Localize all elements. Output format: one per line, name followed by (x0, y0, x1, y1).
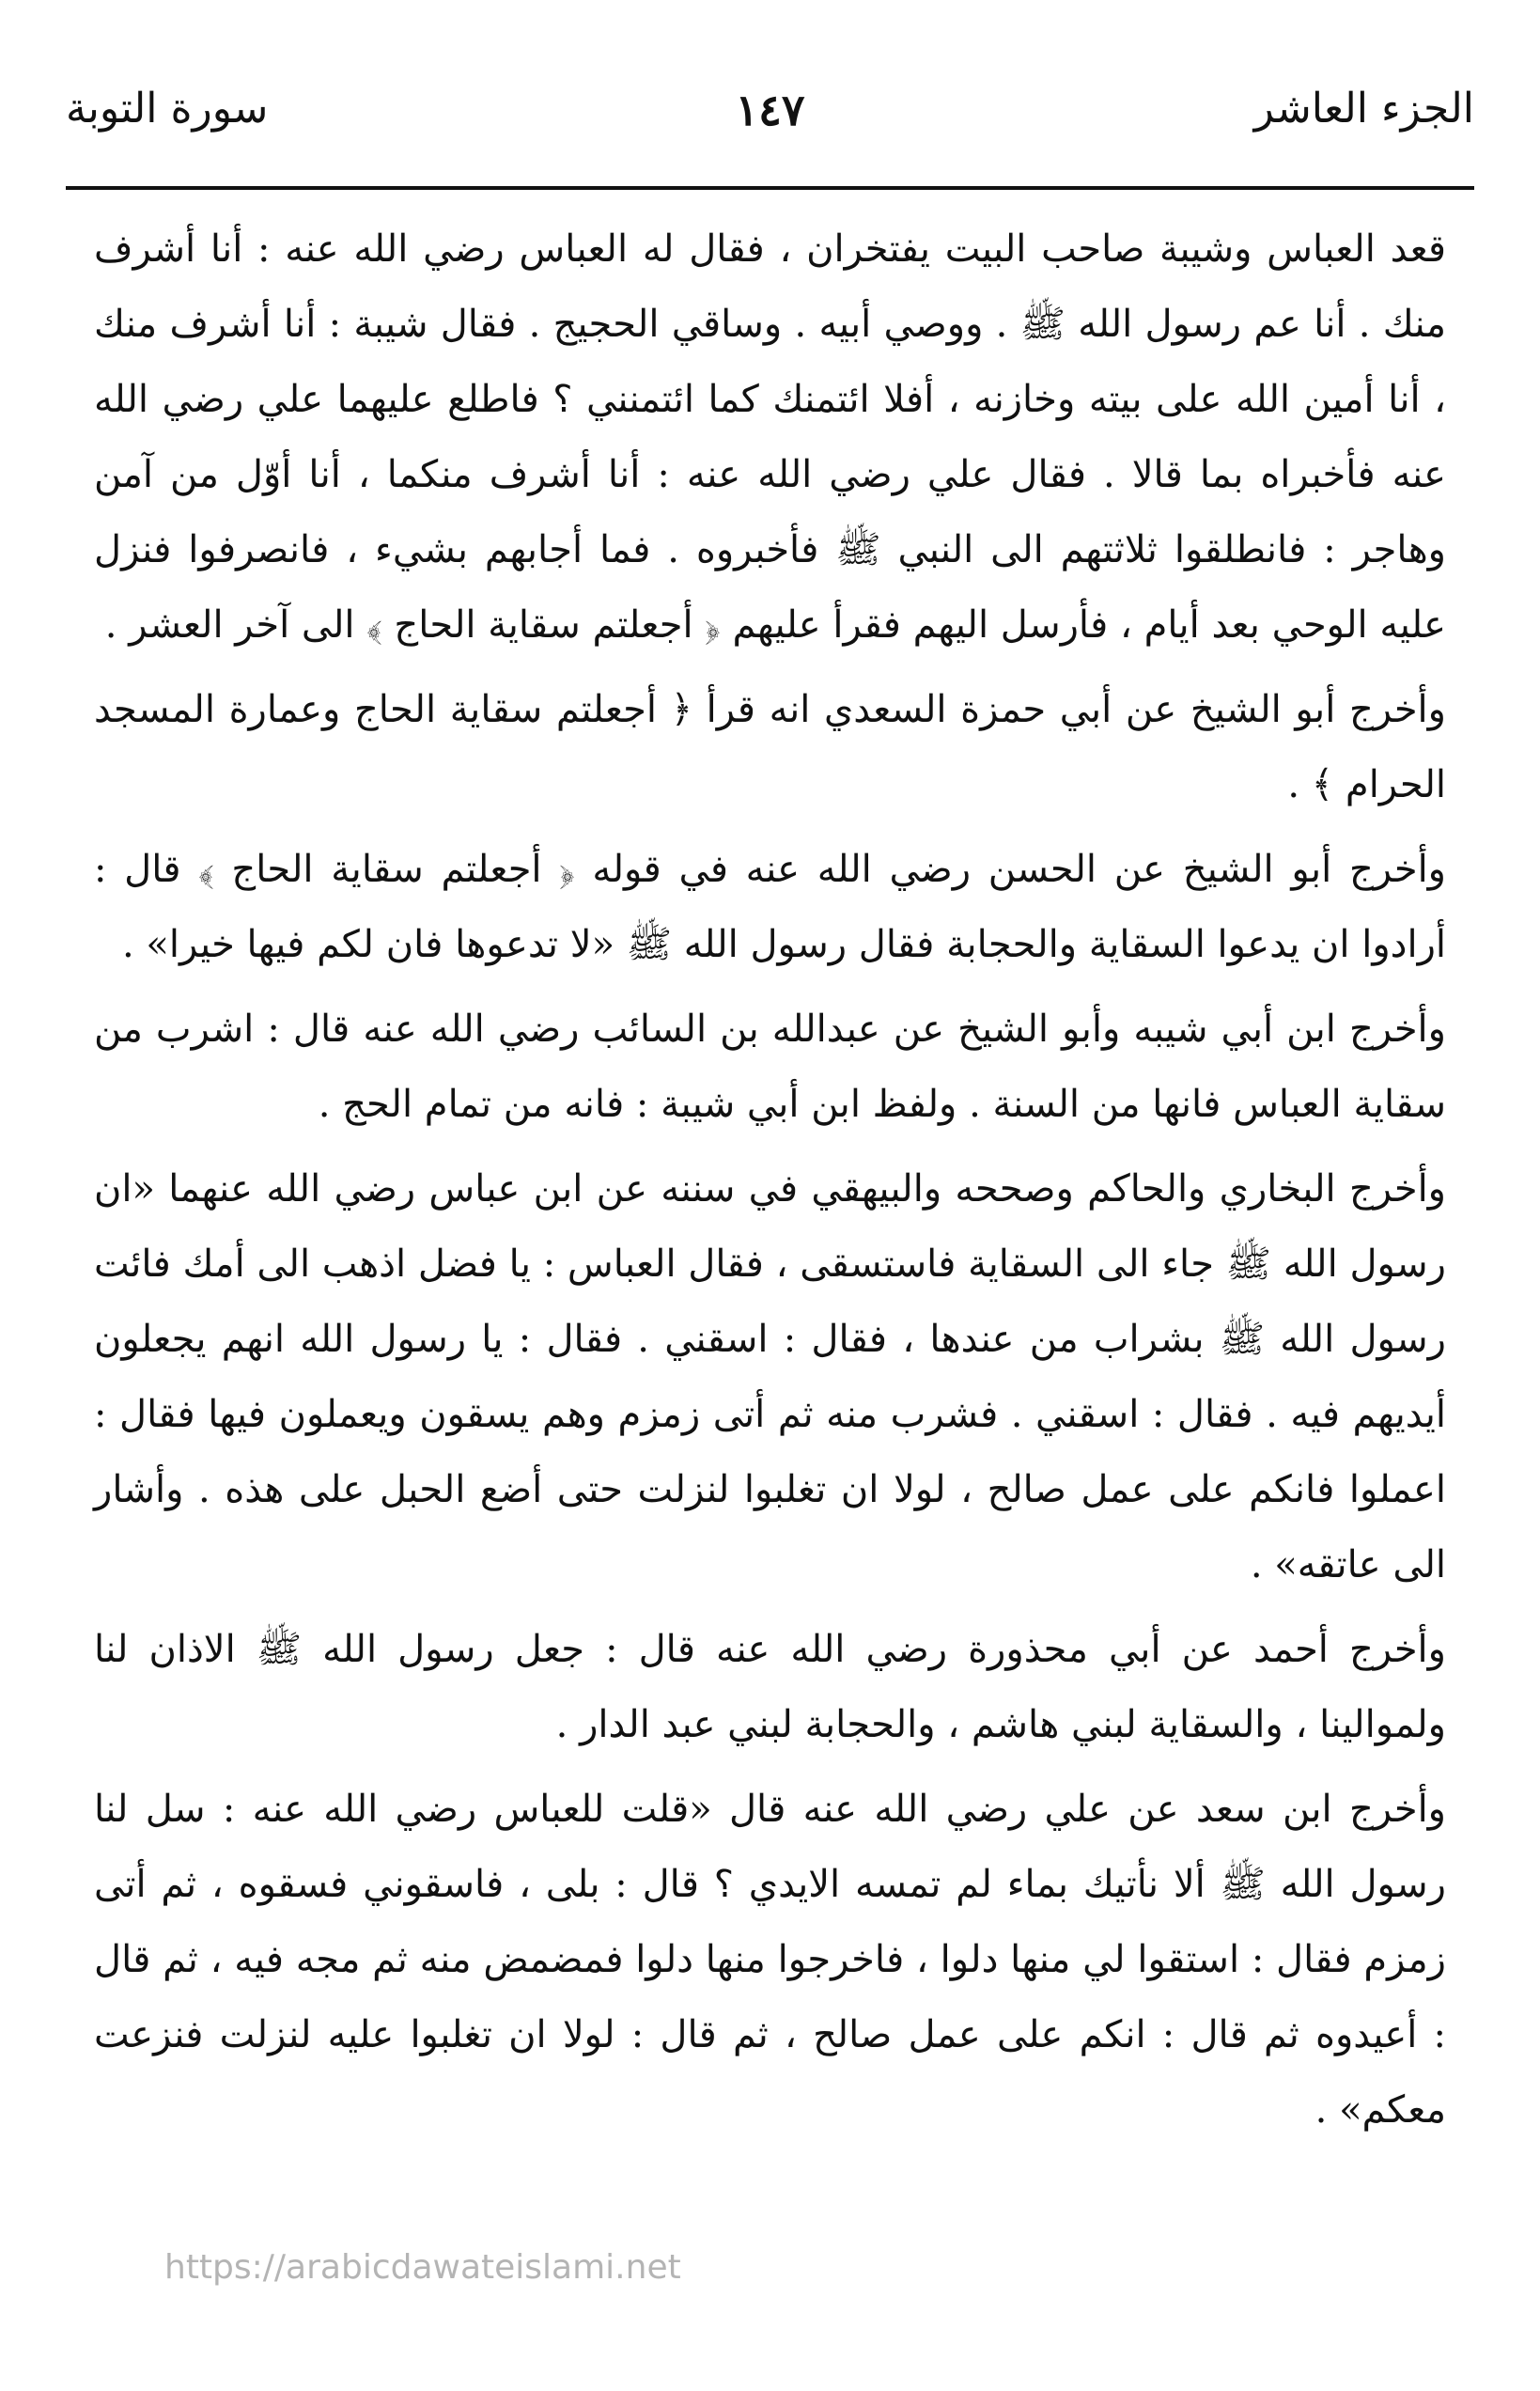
part-title: الجزء العاشر (1253, 85, 1474, 133)
paragraph-1: قعد العباس وشيبة صاحب البيت يفتخران ، فقال له العباس رضي الله عنه : أنا أشرف منك . أنا عم رسول الله ﷺ . ووصي أبيه . وساقي الحجيج . فقال شيبة : أنا أشرف منك ، أنا أمين الله على بيته وخازنه ، أفلا ائتمنك كما ائتمنني ؟ فاطلع عليهما علي رضي الله عنه فأخبراه بما قالا . فقال علي رضي الله عنه : أنا أشرف منكما ، أنا أوّل من آمن وهاجر : فانطلقوا ثلاثتهم الى النبي ﷺ فأخبروه . فما أجابهم بشيء ، فانصرفوا فنزل عليه الوحي بعد أيام ، فأرسل اليهم فقرأ عليهم ﴿ أجعلتم سقاية الحاج ﴾ الى آخر العشر . (94, 227, 1447, 647)
paragraph-5: وأخرج البخاري والحاكم وصححه والبيهقي في سننه عن ابن عباس رضي الله عنهما «ان رسول الله ﷺ جاء الى السقاية فاستسقى ، فقال العباس : يا فضل اذهب الى أمك فائت رسول الله ﷺ بشراب من عندها ، فقال : اسقني . فقال : يا رسول الله انهم يجعلون أيديهم فيه . فقال : اسقني . فشرب منه ثم أتى زمزم وهم يسقون ويعملون فيها فقال : اعملوا فانكم على عمل صالح ، لولا ان تغلبوا لنزلت حتى أضع الحبل على هذه . وأشار الى عاتقه» . (94, 1167, 1447, 1586)
page-body (94, 211, 1446, 2157)
page-number: ١٤٧ (735, 85, 805, 135)
header-divider (66, 186, 1474, 190)
page-header (66, 75, 1474, 160)
paragraph-4: وأخرج ابن أبي شيبه وأبو الشيخ عن عبدالله بن السائب رضي الله عنه قال : اشرب من سقاية العباس فانها من السنة . ولفظ ابن أبي شيبة : فانه من تمام الحج . (94, 1008, 1446, 1126)
surah-title: سورة التوبة (66, 85, 269, 133)
paragraph-7: وأخرج ابن سعد عن علي رضي الله عنه قال «قلت للعباس رضي الله عنه : سل لنا رسول الله ﷺ ألا نأتيك بماء لم تمسه الايدي ؟ قال : بلى ، فاسقوني فسقوه ، ثم أتى زمزم فقال : استقوا لي منها دلوا ، فاخرجوا منها دلوا فمضمض منه ثم مجه فيه ، ثم قال : أعيدوه ثم قال : انكم على عمل صالح ، ثم قال : لولا ان تغلبوا عليه لنزلت فنزعت معكم» . (94, 1788, 1447, 2132)
paragraph-2: وأخرج أبو الشيخ عن أبي حمزة السعدي انه قرأ ﴿ أجعلتم سقاية الحاج وعمارة المسجد الحرام ﴾ . (94, 688, 1446, 806)
paragraph-6: وأخرج أحمد عن أبي محذورة رضي الله عنه قال : جعل رسول الله ﷺ الاذان لنا ولموالينا ، والسقاية لبني هاشم ، والحجابة لبني عبد الدار . (94, 1628, 1446, 1746)
paragraph-3: وأخرج أبو الشيخ عن الحسن رضي الله عنه في قوله ﴿ أجعلتم سقاية الحاج ﴾ قال : أرادوا ان يدعوا السقاية والحجابة فقال رسول الله ﷺ «لا تدعوها فان لكم فيها خيرا» . (94, 848, 1446, 966)
watermark-url: https://arabicdawateislami.net (164, 2248, 681, 2287)
